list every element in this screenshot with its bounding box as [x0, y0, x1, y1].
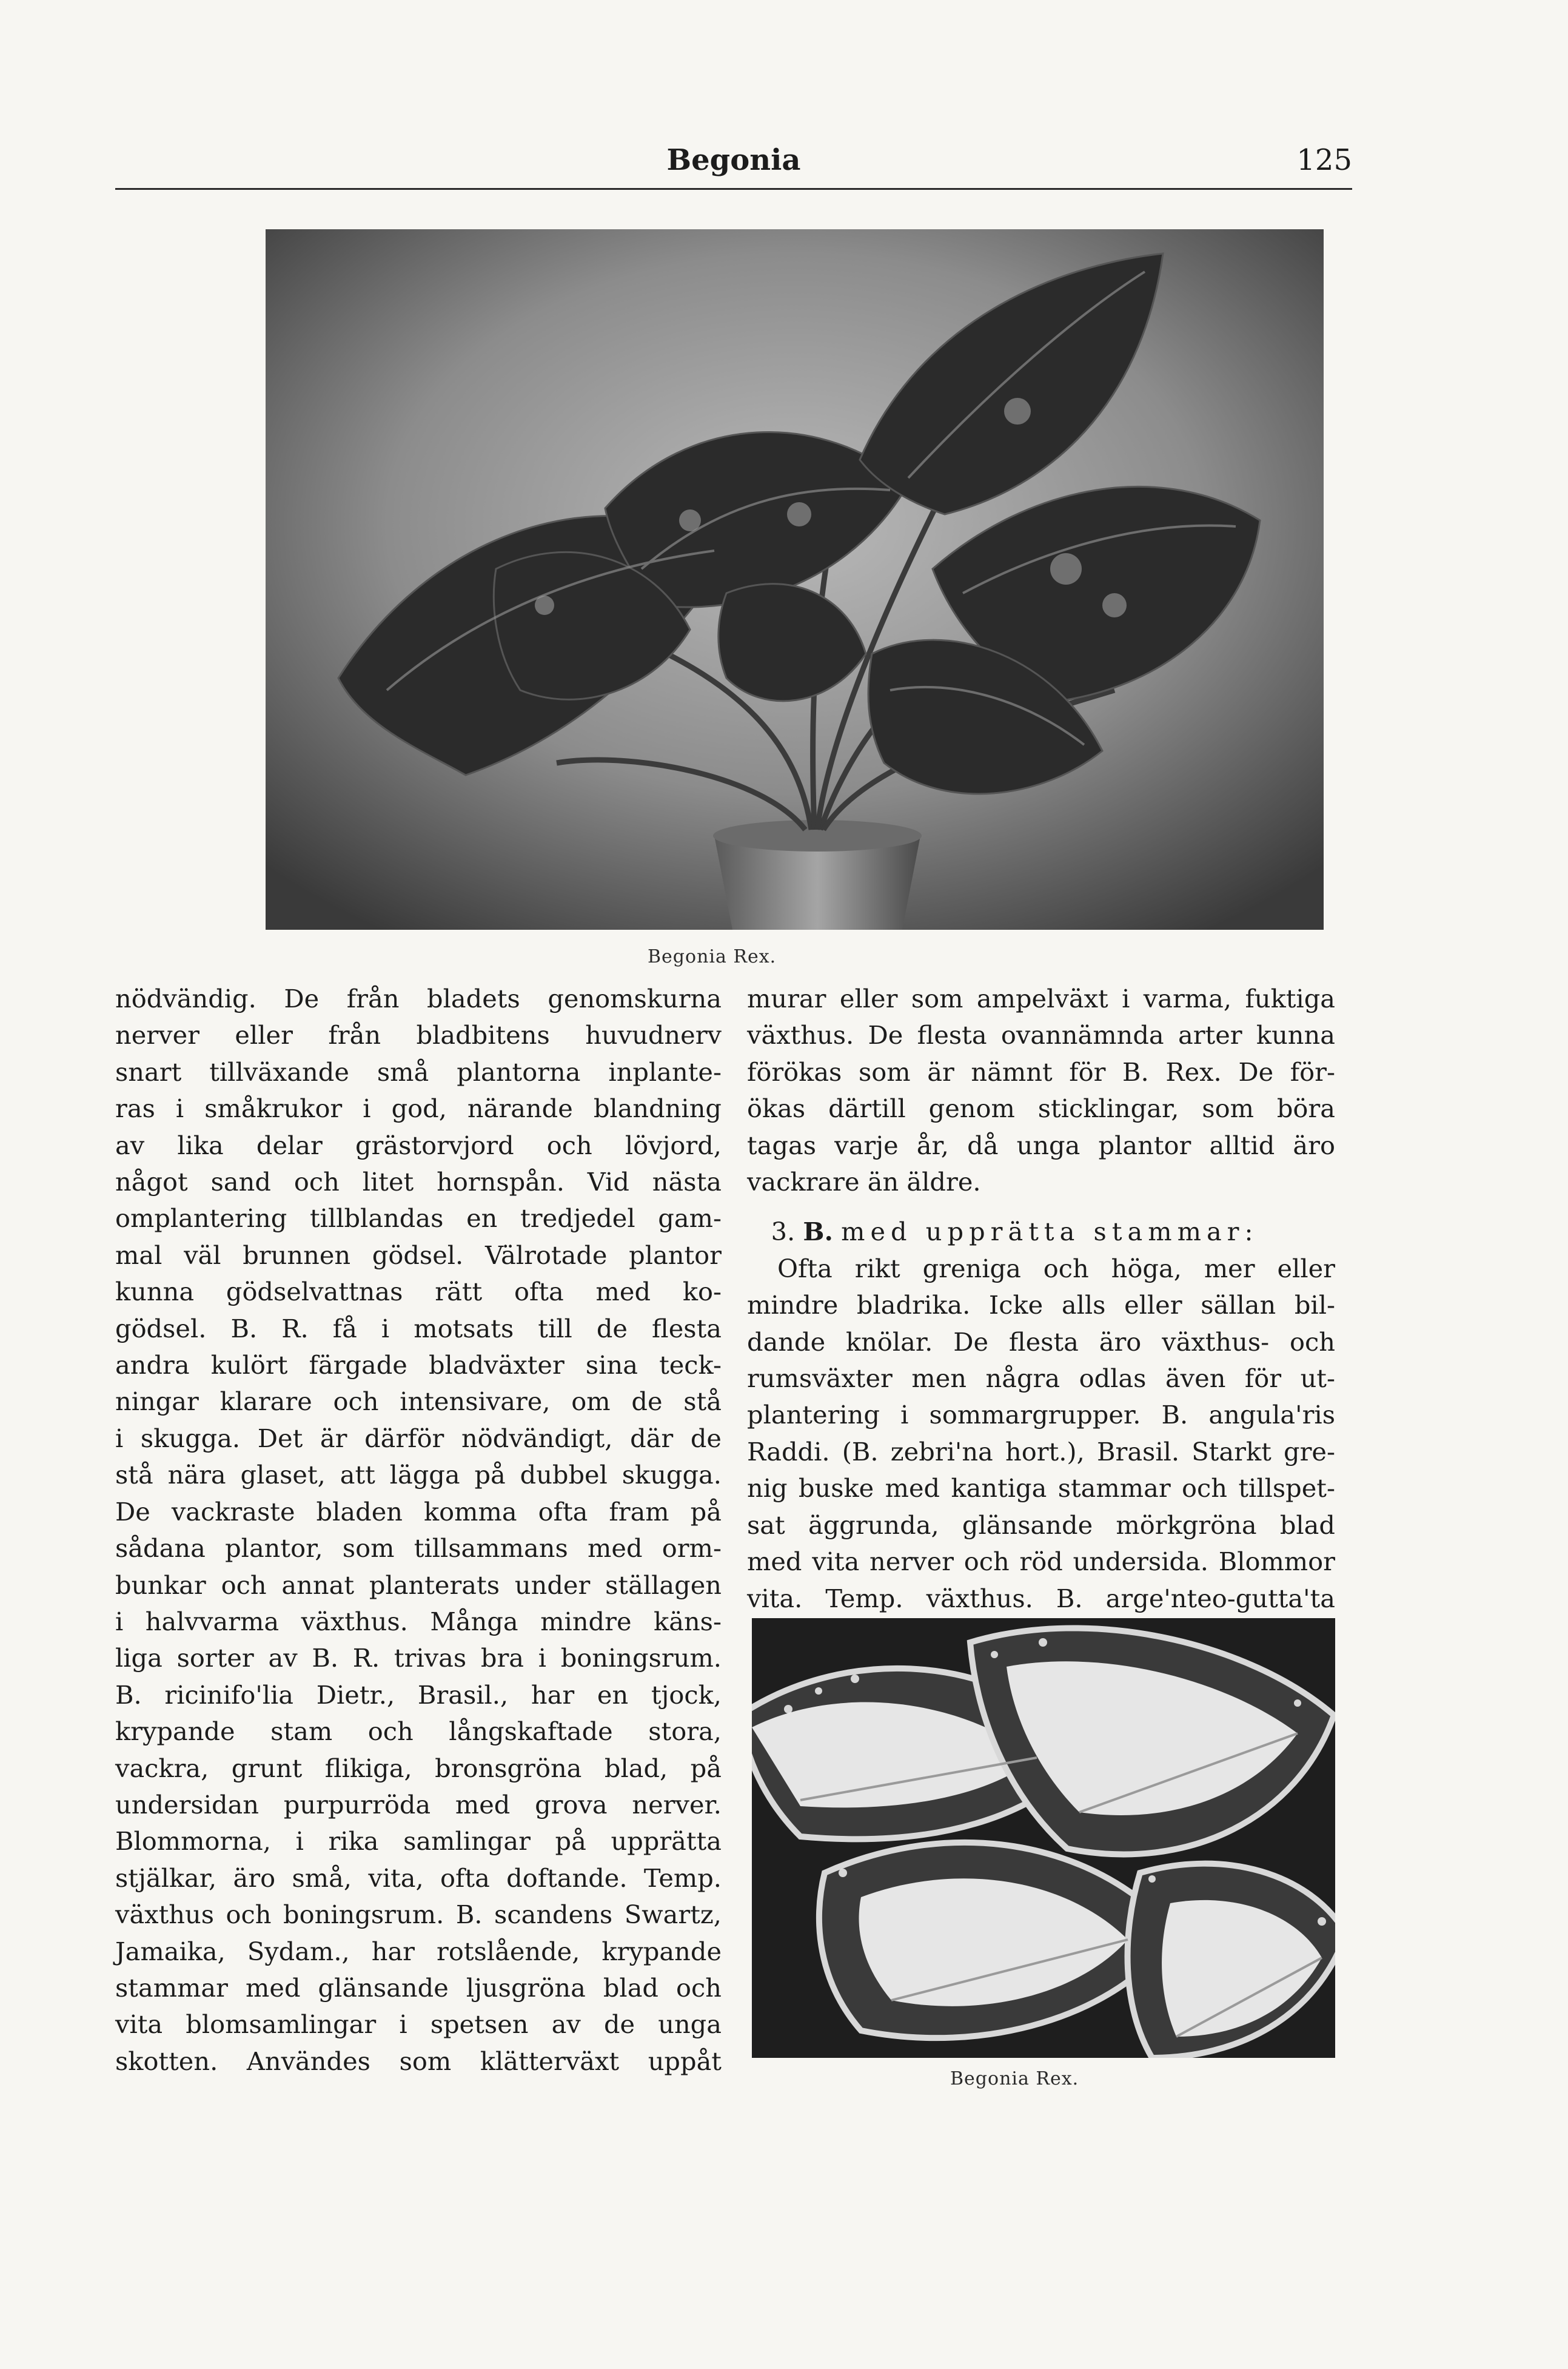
- section-number: 3.: [771, 1217, 796, 1247]
- text-line: med vita nerver och röd undersida. Blommor: [747, 1547, 1335, 1577]
- text-line: B. ricinifo'lia Dietr., Brasil., har en tjock,: [115, 1679, 722, 1710]
- text-line: gödsel. B. R. få i motsats till de flesta: [115, 1313, 722, 1343]
- text-line: mal väl brunnen gödsel. Välrotade plantor: [115, 1240, 722, 1270]
- text-line: omplantering tillblandas en tredjedel gam-: [115, 1203, 722, 1234]
- section-heading: [747, 1214, 1335, 1250]
- text-line: nig buske med kantiga stammar och tillspet-: [747, 1473, 1335, 1504]
- section-genus: B.: [803, 1217, 833, 1247]
- text-line: De vackraste bladen komma ofta fram på: [115, 1496, 722, 1527]
- text-line: mindre bladrika. Icke alls eller sällan bil-: [747, 1290, 1335, 1320]
- text-line: något sand och litet hornspån. Vid nästa: [115, 1167, 722, 1197]
- text-line: förökas som är nämnt för B. Rex. De för-: [747, 1057, 1335, 1087]
- text-line: Jamaika, Sydam., har rotslående, krypande: [115, 1936, 722, 1966]
- page-number: 125: [1296, 143, 1352, 177]
- text-line: murar eller som ampelväxt i varma, fuktiga: [747, 984, 1335, 1013]
- text-line: plantering i sommargrupper. B. angula'ris: [747, 1400, 1335, 1430]
- text-line: stammar med glänsande ljusgröna blad och: [115, 1972, 722, 2003]
- text-line: rumsväxter men några odlas även för ut-: [747, 1363, 1335, 1394]
- begonia-rex-leaf-photo: [752, 1618, 1335, 2058]
- text-line: nödvändig. De från bladets genomskurna: [115, 984, 722, 1013]
- section-title: med upprätta stammar:: [841, 1217, 1259, 1247]
- text-line: vita blomsamlingar i spetsen av de unga: [115, 2009, 722, 2040]
- text-line: nerver eller från bladbitens huvudnerv: [115, 1020, 722, 1050]
- text-line: vackrare än äldre.: [747, 1167, 981, 1197]
- text-line: Blommorna, i rika samlingar på upprätta: [115, 1826, 722, 1857]
- text-line: liga sorter av B. R. trivas bra i boningsrum.: [115, 1643, 722, 1673]
- bottom-figure-caption: Begonia Rex.: [950, 2068, 1079, 2089]
- text-line: vita. Temp. växthus. B. arge'nteo-gutta'ta: [747, 1583, 1335, 1613]
- text-line: växthus och boningsrum. B. scandens Swartz,: [115, 1900, 722, 1930]
- right-text-column: [747, 981, 1335, 1617]
- text-line: Raddi. (B. zebri'na hort.), Brasil. Starkt gre-: [747, 1436, 1335, 1467]
- page-title: Begonia: [666, 143, 801, 177]
- top-figure-caption: Begonia Rex.: [648, 946, 777, 967]
- text-line: ningar klarare och intensivare, om de stå: [115, 1386, 722, 1417]
- text-line: i halvvarma växthus. Många mindre käns-: [115, 1606, 722, 1636]
- text-line: i skugga. Det är därför nödvändigt, där de: [115, 1423, 722, 1453]
- text-line: Ofta rikt greniga och höga, mer eller: [777, 1253, 1335, 1283]
- text-line: stjälkar, äro små, vita, ofta doftande. Temp.: [115, 1863, 722, 1893]
- text-line: ökas därtill genom sticklingar, som böra: [747, 1094, 1335, 1124]
- text-line: undersidan purpurröda med grova nerver.: [115, 1789, 722, 1820]
- text-line: stå nära glaset, att lägga på dubbel skugga.: [115, 1460, 722, 1490]
- text-line: ras i småkrukor i god, närande blandning: [115, 1094, 722, 1124]
- text-line: sat äggrunda, glänsande mörkgröna blad: [747, 1510, 1335, 1540]
- header-rule: [115, 188, 1352, 190]
- text-line: av lika delar grästorvjord och lövjord,: [115, 1130, 722, 1160]
- text-line: bunkar och annat planterats under ställagen: [115, 1570, 722, 1600]
- text-line: tagas varje år, då unga plantor alltid äro: [747, 1130, 1335, 1160]
- running-header: [115, 143, 1352, 192]
- text-line: växthus. De flesta ovannämnda arter kunna: [747, 1020, 1335, 1050]
- text-line: kunna gödselvattnas rätt ofta med ko-: [115, 1277, 722, 1307]
- text-line: sådana plantor, som tillsammans med orm-: [115, 1533, 722, 1564]
- text-line: krypande stam och långskaftade stora,: [115, 1716, 722, 1747]
- text-line: andra kulört färgade bladväxter sina teck-: [115, 1350, 722, 1380]
- left-text-column: [115, 981, 722, 2080]
- text-line: snart tillväxande små plantorna inplante-: [115, 1057, 722, 1087]
- text-line: vackra, grunt flikiga, bronsgröna blad, på: [115, 1753, 722, 1783]
- text-line: dande knölar. De flesta äro växthus- och: [747, 1326, 1335, 1357]
- text-line: skotten. Användes som klätterväxt uppåt: [115, 2046, 722, 2076]
- begonia-rex-plant-photo: [266, 229, 1324, 930]
